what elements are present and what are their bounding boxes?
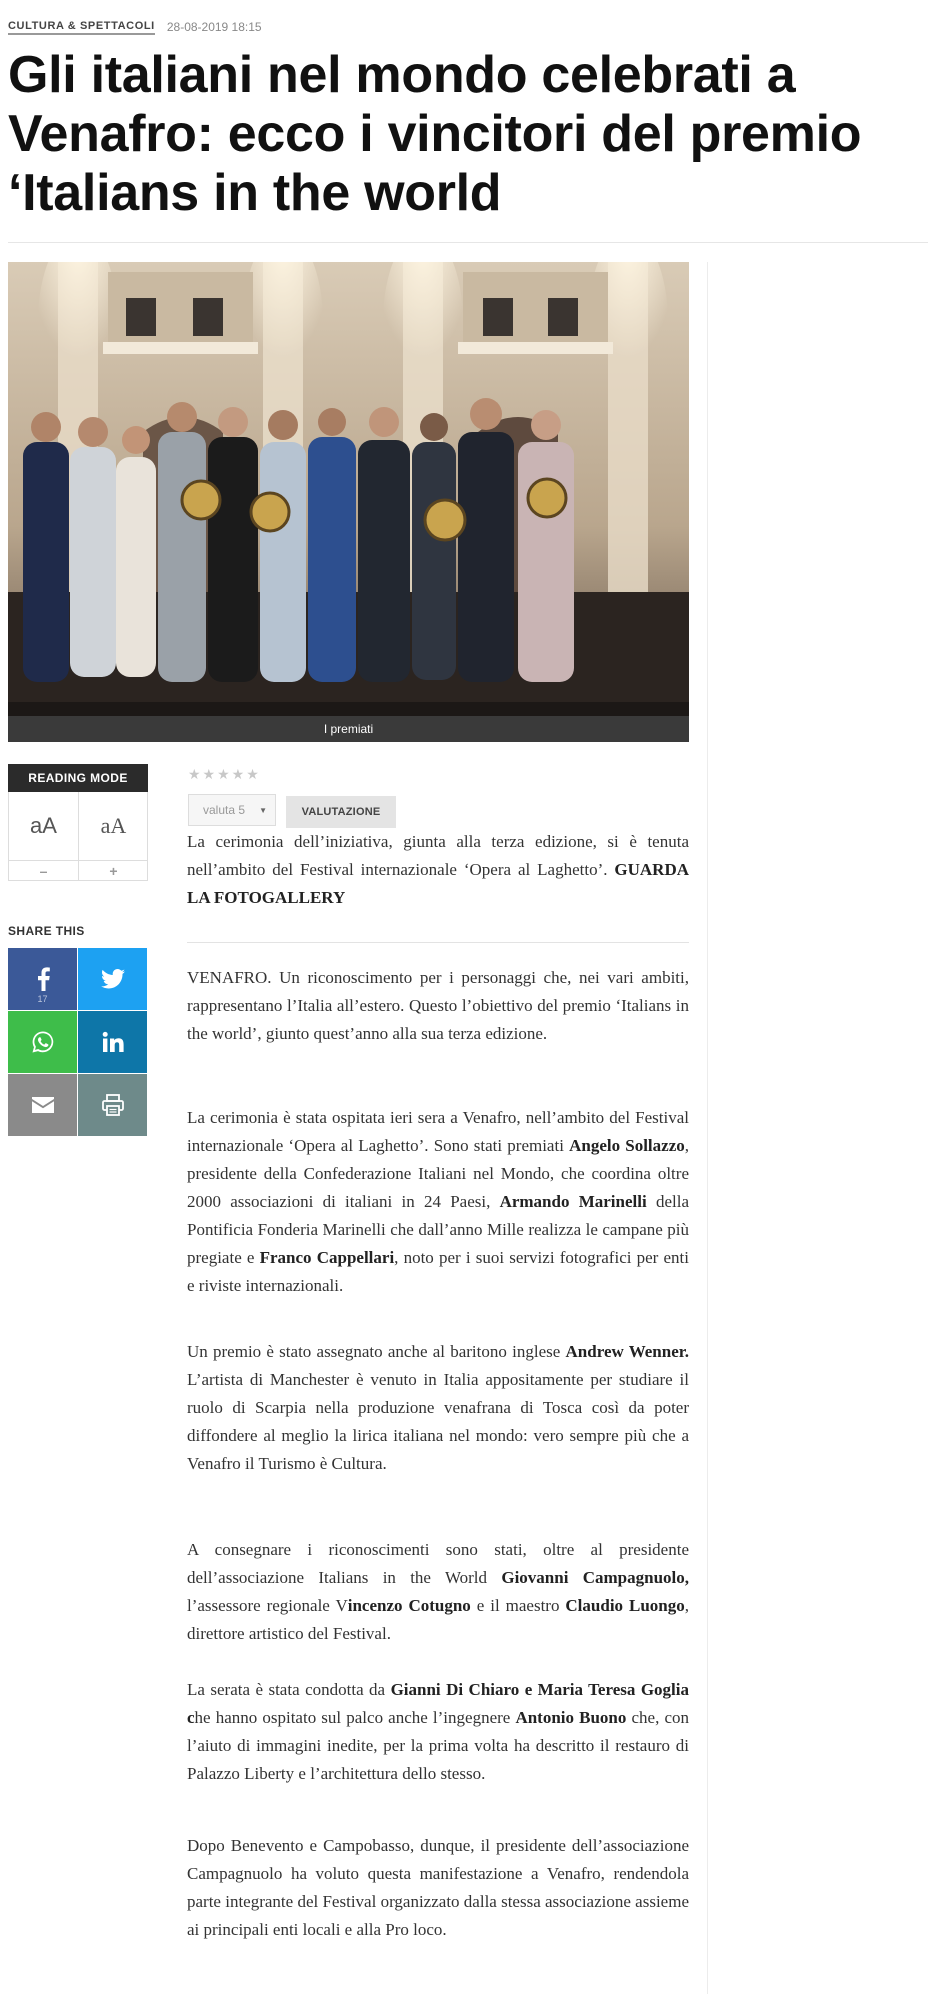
whatsapp-icon xyxy=(31,1030,55,1054)
chevron-down-icon: ▼ xyxy=(259,806,267,815)
p4-text-3: e il maestro xyxy=(470,1596,566,1615)
twitter-share-button[interactable] xyxy=(78,948,147,1010)
rating-select-value: valuta 5 xyxy=(203,803,246,817)
serif-font-button[interactable]: aA xyxy=(100,813,127,838)
font-decrease-button[interactable]: – xyxy=(9,860,79,881)
p2-bold-1: Angelo Sollazzo xyxy=(569,1136,685,1155)
p4-text-4: , direttore artistico del Festival. xyxy=(187,1596,689,1643)
p3-text-2: L’artista di Manchester è venuto in Italia appositamente per studiare il ruolo di Scarpia nella produzione venafrana di Tosca così da poter diffondere al meglio la lirica italiana nel mondo: vero sempre più che a Venafro il Turismo è Cultura. xyxy=(187,1370,689,1473)
p2-bold-3: Franco Cappellari xyxy=(259,1248,395,1267)
p3-bold-1: Andrew Wenner. xyxy=(565,1342,689,1361)
p4-bold-3: Claudio Luongo xyxy=(565,1596,685,1615)
photogallery-link[interactable]: GUARDA LA FOTOGALLERY xyxy=(187,860,689,907)
p4-text-2: l’assessore regionale V xyxy=(187,1596,348,1615)
p4-bold-2: incenzo Cotugno xyxy=(347,1596,471,1615)
print-icon xyxy=(102,1094,124,1116)
paragraph-3 xyxy=(187,1338,689,1478)
article-lead xyxy=(187,828,689,912)
rating-select[interactable] xyxy=(188,794,276,826)
p3-text-1: Un premio è stato assegnato anche al baritono inglese xyxy=(187,1342,566,1361)
publish-date: 28-08-2019 18:15 xyxy=(166,20,262,34)
p2-bold-2: Armando Marinelli xyxy=(499,1192,647,1211)
title-divider xyxy=(8,242,928,243)
email-icon xyxy=(31,1096,55,1114)
category-link[interactable]: CULTURA & SPETTACOLI xyxy=(8,20,155,35)
p2-text-1: La cerimonia è stata ospitata ieri sera a Venafro, nell’ambito del Festival internazionale ‘Opera al Laghetto’. Sono stati premiati xyxy=(187,1108,689,1155)
lead-divider xyxy=(187,942,689,943)
p4-text-1: A consegnare i riconoscimenti sono stati, oltre al presidente dell’associazione Italians in the World xyxy=(187,1540,689,1587)
title-line-2: Venafro: ecco i vincitori del premio xyxy=(8,105,862,163)
share-title: SHARE THIS xyxy=(8,924,85,938)
sidebar-divider xyxy=(707,262,708,1994)
photo-illustration xyxy=(8,262,689,742)
email-share-button[interactable] xyxy=(8,1074,77,1136)
reading-mode-panel xyxy=(8,792,148,881)
p5-bold-2: Antonio Buono xyxy=(515,1708,627,1727)
rating-stars[interactable]: ★★★★★ xyxy=(188,766,261,782)
twitter-icon xyxy=(101,969,125,989)
facebook-share-button[interactable] xyxy=(8,948,77,1010)
p5-text-2: he hanno ospitato sul palco anche l’ingegnere xyxy=(194,1708,516,1727)
p2-text-3: della Pontificia Fonderia Marinelli che dall’anno Mille realizza le campane più pregiate e xyxy=(187,1192,689,1267)
font-increase-button[interactable]: + xyxy=(79,860,148,881)
p2-text-4: , noto per i suoi servizi fotografici per enti e riviste internazionali. xyxy=(187,1248,689,1295)
photo-caption: I premiati xyxy=(8,716,689,742)
linkedin-share-button[interactable] xyxy=(78,1011,147,1073)
paragraph-4 xyxy=(187,1536,689,1648)
sans-font-button[interactable]: aA xyxy=(9,792,79,860)
article-photo[interactable] xyxy=(8,262,689,742)
print-button[interactable] xyxy=(78,1074,147,1136)
paragraph-6: Dopo Benevento e Campobasso, dunque, il presidente dell’associazione Campagnuolo ha voluto questa manifestazione a Venafro, rendendola parte integrante del Festival organizzato dalla stessa associazione assieme ai principali enti locali e alla Pro loco. xyxy=(187,1836,689,1939)
submit-rating-button[interactable]: VALUTAZIONE xyxy=(286,796,396,828)
paragraph-5 xyxy=(187,1676,689,1788)
reading-mode-title: READING MODE xyxy=(8,764,148,792)
facebook-icon xyxy=(35,967,51,991)
facebook-share-count: 17 xyxy=(37,994,48,1004)
p5-text-3: che, con l’aiuto di immagini inedite, per la prima volta ha descritto il restauro di Palazzo Liberty e l’architettura dello stesso. xyxy=(187,1708,689,1783)
p5-text-1: La serata è stata condotta da xyxy=(187,1680,391,1699)
title-line-1: Gli italiani nel mondo celebrati a xyxy=(8,46,796,104)
title-line-3: ‘Italians in the world xyxy=(8,164,502,222)
paragraph-1: VENAFRO. Un riconoscimento per i personaggi che, nei vari ambiti, rappresentano l’Italia all’estero. Questo l’obiettivo del premio ‘Italians in the world’, giunto quest’anno alla sua terza edizione. xyxy=(187,968,689,1043)
paragraph-2 xyxy=(187,1104,689,1300)
p2-text-2: , presidente della Confederazione Italiani nel Mondo, che coordina oltre 2000 associazioni di italiani in 24 Paesi, xyxy=(187,1136,689,1211)
whatsapp-share-button[interactable] xyxy=(8,1011,77,1073)
lead-text: La cerimonia dell’iniziativa, giunta alla terza edizione, si è tenuta nell’ambito del Festival internazionale ‘Opera al Laghetto’. xyxy=(187,832,689,879)
p4-bold-1: Giovanni Campagnuolo, xyxy=(501,1568,689,1587)
article-title xyxy=(8,46,920,223)
linkedin-icon xyxy=(102,1031,124,1053)
p5-bold-1: Gianni Di Chiaro e Maria Teresa Goglia c xyxy=(187,1680,689,1727)
article-meta xyxy=(8,18,262,36)
